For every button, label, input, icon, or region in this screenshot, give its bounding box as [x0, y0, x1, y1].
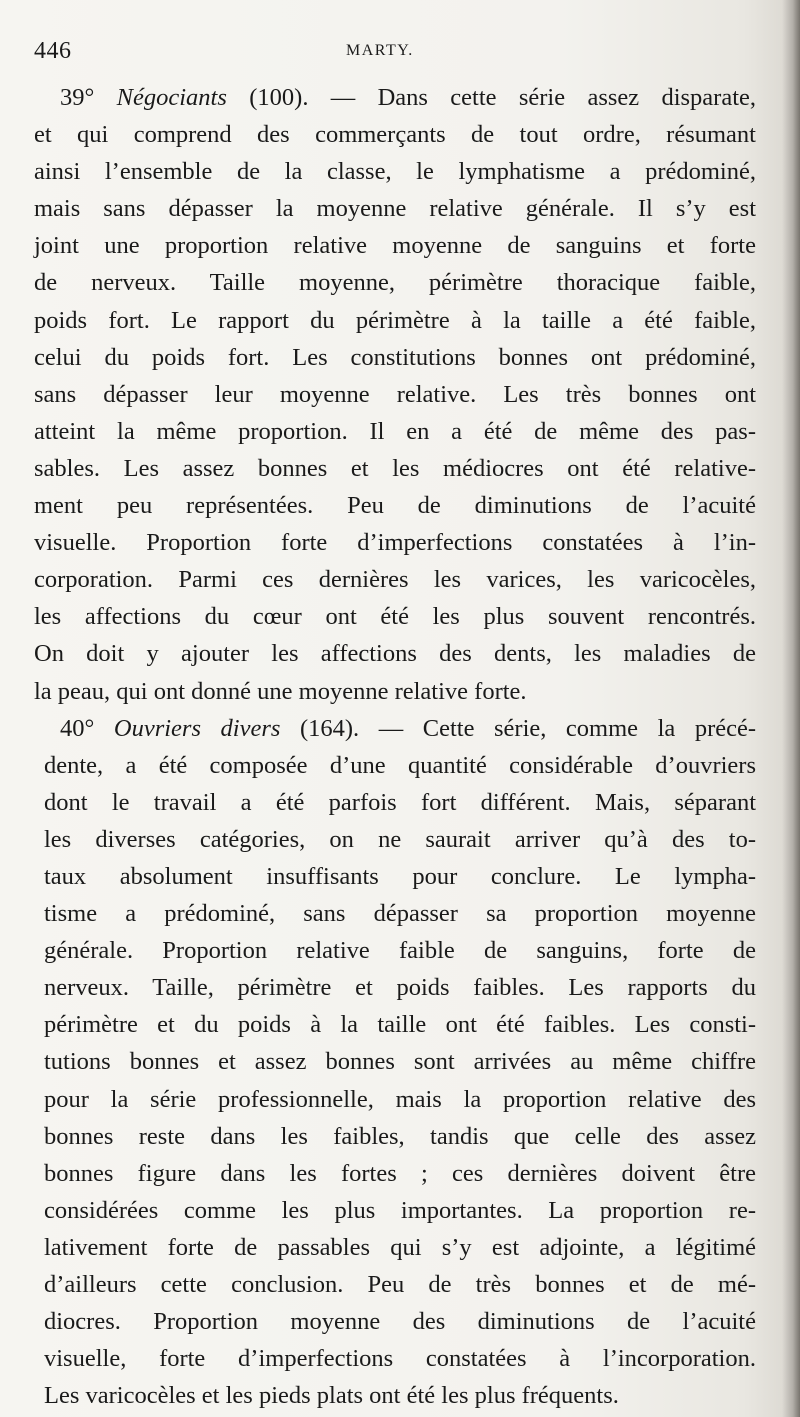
paragraph-2-line: visuelle, forte d’imperfections constatées à l’incorporation. [44, 1345, 756, 1373]
paragraph-1-line: atteint la même proportion. Il en a été de même des pas- [34, 417, 756, 445]
paragraph-2-line: d’ailleurs cette conclusion. Peu de très bonnes et de mé- [44, 1271, 756, 1298]
paragraph-2-line: pour la série professionnelle, mais la proportion relative des [44, 1085, 756, 1113]
running-head: MARTY. [346, 42, 414, 59]
paragraph-1-first-line [34, 79, 756, 116]
paragraph-1-line: et qui comprend des commerçants de tout ordre, résumant [34, 121, 756, 149]
paragraph-1-line: sables. Les assez bonnes et les médiocres ont été relative- [34, 454, 756, 482]
paragraph-1-title: Négociants [116, 84, 227, 111]
page-number: 446 [34, 38, 72, 64]
paragraph-1-line: ainsi l’ensemble de la classe, le lymphatisme a prédominé, [34, 158, 756, 186]
paragraph-1-line: celui du poids fort. Les constitutions bonnes ont prédominé, [34, 343, 756, 371]
paragraph-2-line: dont le travail a été parfois fort différent. Mais, séparant [44, 788, 756, 816]
page-gutter-shadow [782, 0, 800, 1417]
paragraph-2-line: générale. Proportion relative faible de sanguins, forte de [44, 937, 756, 965]
paragraph-1-line: visuelle. Proportion forte d’imperfections constatées à l’in- [34, 529, 756, 557]
paragraph-1-line: poids fort. Le rapport du périmètre à la taille a été faible, [34, 306, 756, 334]
paragraph-2-line: considérées comme les plus importantes. La proportion re- [44, 1196, 756, 1224]
paragraph-1-line: corporation. Parmi ces dernières les varices, les varicocèles, [34, 566, 756, 594]
page-header [34, 38, 754, 68]
body-text [34, 79, 756, 1414]
paragraph-2-line: dente, a été composée d’une quantité considérable d’ouvriers [44, 751, 756, 779]
paragraph-2-line: périmètre et du poids à la taille ont été faibles. Les consti- [44, 1011, 756, 1039]
paragraph-1-line: la peau, qui ont donné une moyenne relative forte. [34, 677, 527, 705]
paragraph-1-line: mais sans dépasser la moyenne relative générale. Il s’y est [34, 195, 756, 223]
paragraph-2-line: tutions bonnes et assez bonnes sont arrivées au même chiffre [44, 1048, 756, 1076]
paragraph-2-line: bonnes figure dans les fortes ; ces dernières doivent être [44, 1159, 756, 1187]
paragraph-1-line: les affections du cœur ont été les plus souvent rencontrés. [34, 603, 756, 631]
paragraph-1-line: sans dépasser leur moyenne relative. Les très bonnes ont [34, 380, 756, 408]
paragraph-2-intro: (164). — Cette série, comme la précé- [299, 714, 757, 742]
paragraph-1-line: On doit y ajouter les affections des dents, les maladies de [34, 640, 756, 668]
paragraph-2-line: bonnes reste dans les faibles, tandis que celle des assez [44, 1122, 756, 1150]
paragraph-1-intro: (100). — Dans cette série assez disparate, [249, 84, 757, 111]
paragraph-2-line: diocres. Proportion moyenne des diminutions de l’acuité [44, 1308, 756, 1336]
paragraph-2-title: Ouvriers divers [113, 714, 281, 742]
paragraph-2-line: nerveux. Taille, périmètre et poids faibles. Les rapports du [44, 974, 756, 1002]
paragraph-1-line: ment peu représentées. Peu de diminutions de l’acuité [34, 492, 756, 520]
paragraph-2-line: les diverses catégories, on ne saurait arriver qu’à des to- [44, 825, 756, 853]
paragraph-2-line: tisme a prédominé, sans dépasser sa proportion moyenne [44, 900, 756, 928]
paragraph-2-number: 40° [60, 714, 95, 742]
paragraph-1-line: joint une proportion relative moyenne de sanguins et forte [34, 232, 756, 260]
paragraph-1-line: de nerveux. Taille moyenne, périmètre thoracique faible, [34, 269, 756, 297]
paragraph-2-first-line [34, 710, 756, 747]
paragraph-2-line: Les varicocèles et les pieds plats ont été les plus fréquents. [44, 1382, 619, 1410]
paragraph-2-line: lativement forte de passables qui s’y est adjointe, a légitimé [44, 1233, 756, 1261]
paragraph-2-line: taux absolument insuffisants pour conclure. Le lympha- [44, 862, 756, 890]
paragraph-1-number: 39° [60, 84, 95, 111]
